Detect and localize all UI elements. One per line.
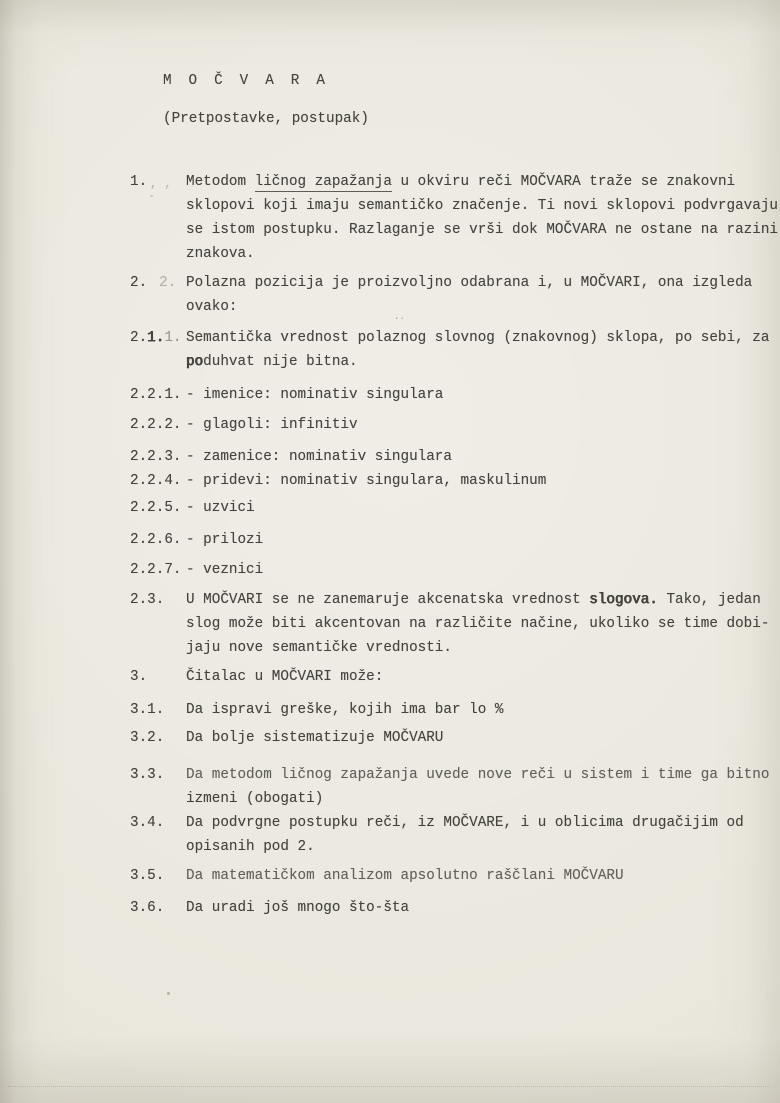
- item-text: - veznici: [186, 562, 264, 578]
- item-text: - prilozi: [186, 532, 264, 548]
- item-text: Semantička vrednost polaznog slovnog (znakovnog) sklopa, po sebi, za: [186, 330, 770, 346]
- item-text: Da ispravi greške, kojih ima bar lo %: [186, 702, 504, 718]
- item-text: - uzvici: [186, 500, 255, 516]
- item-number: 2.2.7.: [130, 562, 182, 578]
- item-number: 2.2.4.: [130, 473, 182, 489]
- list-item-3-1: [130, 698, 780, 722]
- item-text: Da uradi još mnogo što-šta: [186, 900, 410, 916]
- typewriter-ghost-mark: , ,: [150, 177, 172, 191]
- item-text: - pridevi: nominativ singulara, maskulinum: [186, 473, 547, 489]
- item-number: 3.2.: [130, 730, 165, 746]
- paper-crease-line: [8, 1086, 770, 1087]
- paper-speck: [167, 992, 170, 995]
- list-item-1: [130, 170, 780, 266]
- item-text: znakova.: [186, 246, 255, 262]
- item-text: ovako:: [186, 299, 238, 315]
- item-number: 2.2.1.: [130, 387, 182, 403]
- overstruck-letters: po: [186, 354, 204, 370]
- list-item-2-2-7: [130, 558, 780, 582]
- list-item-2-2-2: [130, 413, 780, 437]
- item-text: Da metodom ličnog zapažanja uvede nove reči u sistem i time ga bitno: [186, 767, 770, 783]
- list-item-2-1-1: [130, 326, 780, 374]
- item-number: 3.5.: [130, 868, 165, 884]
- list-item-3-4: [130, 811, 780, 859]
- underlined-phrase: ličnog zapažanja: [254, 174, 392, 190]
- item-number: 2.2.5.: [130, 500, 182, 516]
- item-number: 2. 2.: [130, 275, 177, 291]
- item-text: opisanih pod 2.: [186, 839, 315, 855]
- numbered-list: [130, 170, 780, 920]
- list-item-2-2-6: [130, 528, 780, 552]
- item-number: 2.2.6.: [130, 532, 182, 548]
- overstruck-digit: 1.: [147, 330, 165, 346]
- overstruck-word: slogova.: [589, 592, 658, 608]
- item-text: U MOČVARI se ne zanemaruje akcenatska vrednost slogova. Tako, jedan: [186, 592, 761, 608]
- item-number: 2.3.: [130, 592, 165, 608]
- item-text: izmeni (obogati): [186, 791, 324, 807]
- list-item-2-3: [130, 588, 780, 660]
- item-number: 1.: [130, 174, 148, 190]
- item-number: 2.2.2.: [130, 417, 182, 433]
- item-number: 3.3.: [130, 767, 165, 783]
- list-item-3: [130, 665, 780, 689]
- list-item-3-5: [130, 864, 780, 888]
- document-title: M O Č V A R A: [163, 73, 330, 89]
- list-item-2-2-3: [130, 445, 780, 469]
- item-text: Da bolje sistematizuje MOČVARU: [186, 730, 444, 746]
- faded-digit: 1.: [164, 330, 182, 346]
- item-text: Čitalac u MOČVARI može:: [186, 669, 384, 685]
- item-text: Polazna pozicija je proizvoljno odabrana i, u MOČVARI, ona izgleda: [186, 275, 753, 291]
- item-text: jaju nove semantičke vrednosti.: [186, 640, 452, 656]
- typewriter-ghost-mark: -: [148, 189, 156, 203]
- item-number: 3.1.: [130, 702, 165, 718]
- list-item-3-2: [130, 726, 780, 750]
- item-number: 3.4.: [130, 815, 165, 831]
- list-item-3-3: [130, 763, 780, 811]
- list-item-2: [130, 271, 780, 319]
- stray-ink-mark: ··: [394, 314, 405, 324]
- document-subtitle: (Pretpostavke, postupak): [163, 111, 369, 127]
- list-item-3-6: [130, 896, 780, 920]
- item-number: 2.1.1.: [130, 330, 182, 346]
- item-text: Da matematičkom analizom apsolutno raščlani MOČVARU: [186, 868, 624, 884]
- list-item-2-2-1: [130, 383, 780, 407]
- item-number: 2.2.3.: [130, 449, 182, 465]
- item-text: se istom postupku. Razlaganje se vrši dok MOČVARA ne ostane na razini: [186, 222, 778, 238]
- item-text: - imenice: nominativ singulara: [186, 387, 444, 403]
- list-item-2-2-4: [130, 469, 780, 493]
- item-text: - zamenice: nominativ singulara: [186, 449, 452, 465]
- item-number: 3.: [130, 669, 148, 685]
- item-text: - glagoli: infinitiv: [186, 417, 358, 433]
- list-item-2-2-5: [130, 496, 780, 520]
- item-text: poduhvat nije bitna.: [186, 354, 358, 370]
- item-text: Da podvrgne postupku reči, iz MOČVARE, i u oblicima drugačijim od: [186, 815, 744, 831]
- item-text: slog može biti akcentovan na različite načine, ukoliko se time dobi-: [186, 616, 770, 632]
- item-text: sklopovi koji imaju semantičko značenje. Ti novi sklopovi podvrgavaju: [186, 198, 778, 214]
- item-number: 3.6.: [130, 900, 165, 916]
- typewriter-ghost-mark: 2.: [159, 275, 177, 291]
- item-text: Metodom ličnog zapažanja u okviru reči MOČVARA traže se znakovni: [186, 174, 736, 190]
